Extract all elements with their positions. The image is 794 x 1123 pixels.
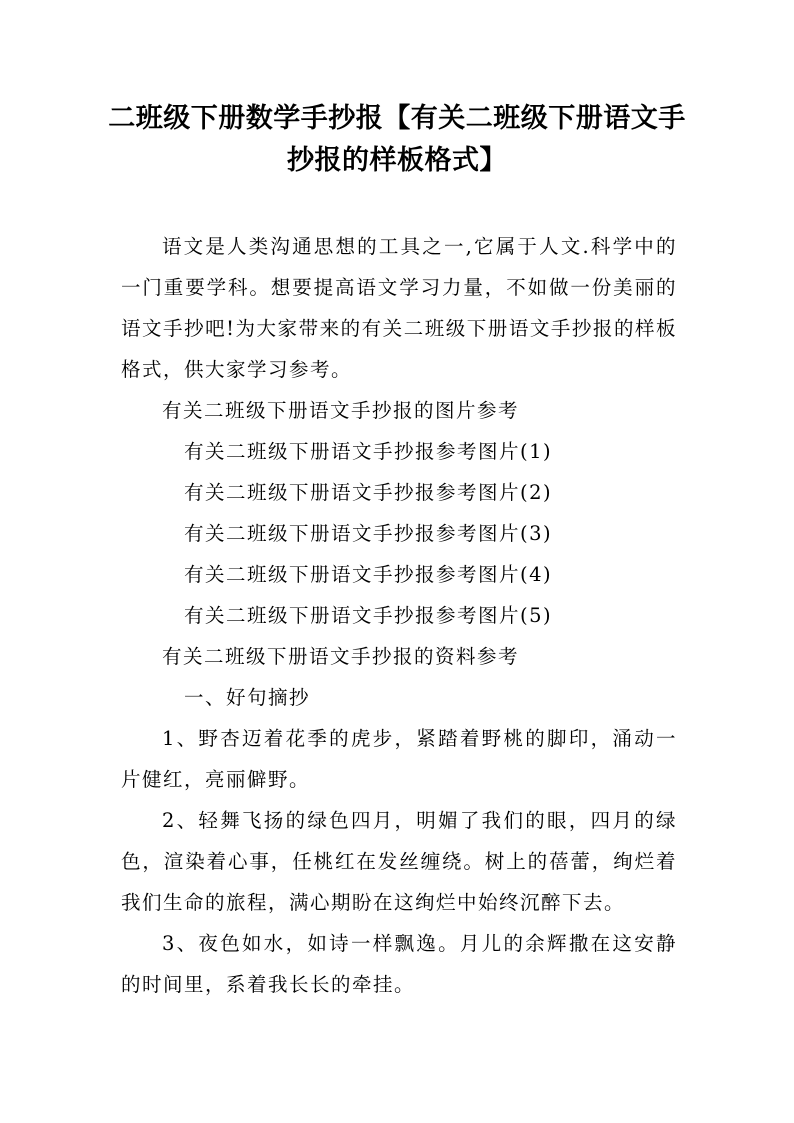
intro-paragraph: 语文是人类沟通思想的工具之一,它属于人文.科学中的一门重要学科。想要提高语文学习力量，不如做一份美丽的语文手抄吧!为大家带来的有关二班级下册语文手抄报的样板格式，供大家学习参考。 bbox=[121, 235, 677, 381]
image-ref-item: 有关二班级下册语文手抄报参考图片(3) bbox=[184, 522, 553, 545]
sentence-paragraph: 3、夜色如水，如诗一样飘逸。月儿的余辉撒在这安静的时间里，系着我长长的牵挂。 bbox=[121, 932, 677, 996]
document-title: 二班级下册数学手抄报【有关二班级下册语文手抄报的样板格式】 bbox=[108, 103, 686, 176]
image-ref-item: 有关二班级下册语文手抄报参考图片(4) bbox=[184, 563, 553, 586]
section-heading: 一、好句摘抄 bbox=[184, 686, 311, 709]
images-heading: 有关二班级下册语文手抄报的图片参考 bbox=[162, 399, 520, 422]
materials-heading: 有关二班级下册语文手抄报的资料参考 bbox=[162, 645, 520, 668]
sentence-paragraph: 1、野杏迈着花季的虎步，紧踏着野桃的脚印，涌动一片健红，亮丽僻野。 bbox=[121, 727, 677, 791]
document-body bbox=[121, 226, 677, 1005]
image-ref-item: 有关二班级下册语文手抄报参考图片(1) bbox=[184, 440, 553, 463]
image-ref-item: 有关二班级下册语文手抄报参考图片(5) bbox=[184, 604, 553, 627]
image-ref-item: 有关二班级下册语文手抄报参考图片(2) bbox=[184, 481, 553, 504]
sentence-paragraph: 2、轻舞飞扬的绿色四月，明媚了我们的眼，四月的绿色，渲染着心事，任桃红在发丝缠绕。树上的蓓蕾，绚烂着我们生命的旅程，满心期盼在这绚烂中始终沉醉下去。 bbox=[121, 809, 677, 914]
